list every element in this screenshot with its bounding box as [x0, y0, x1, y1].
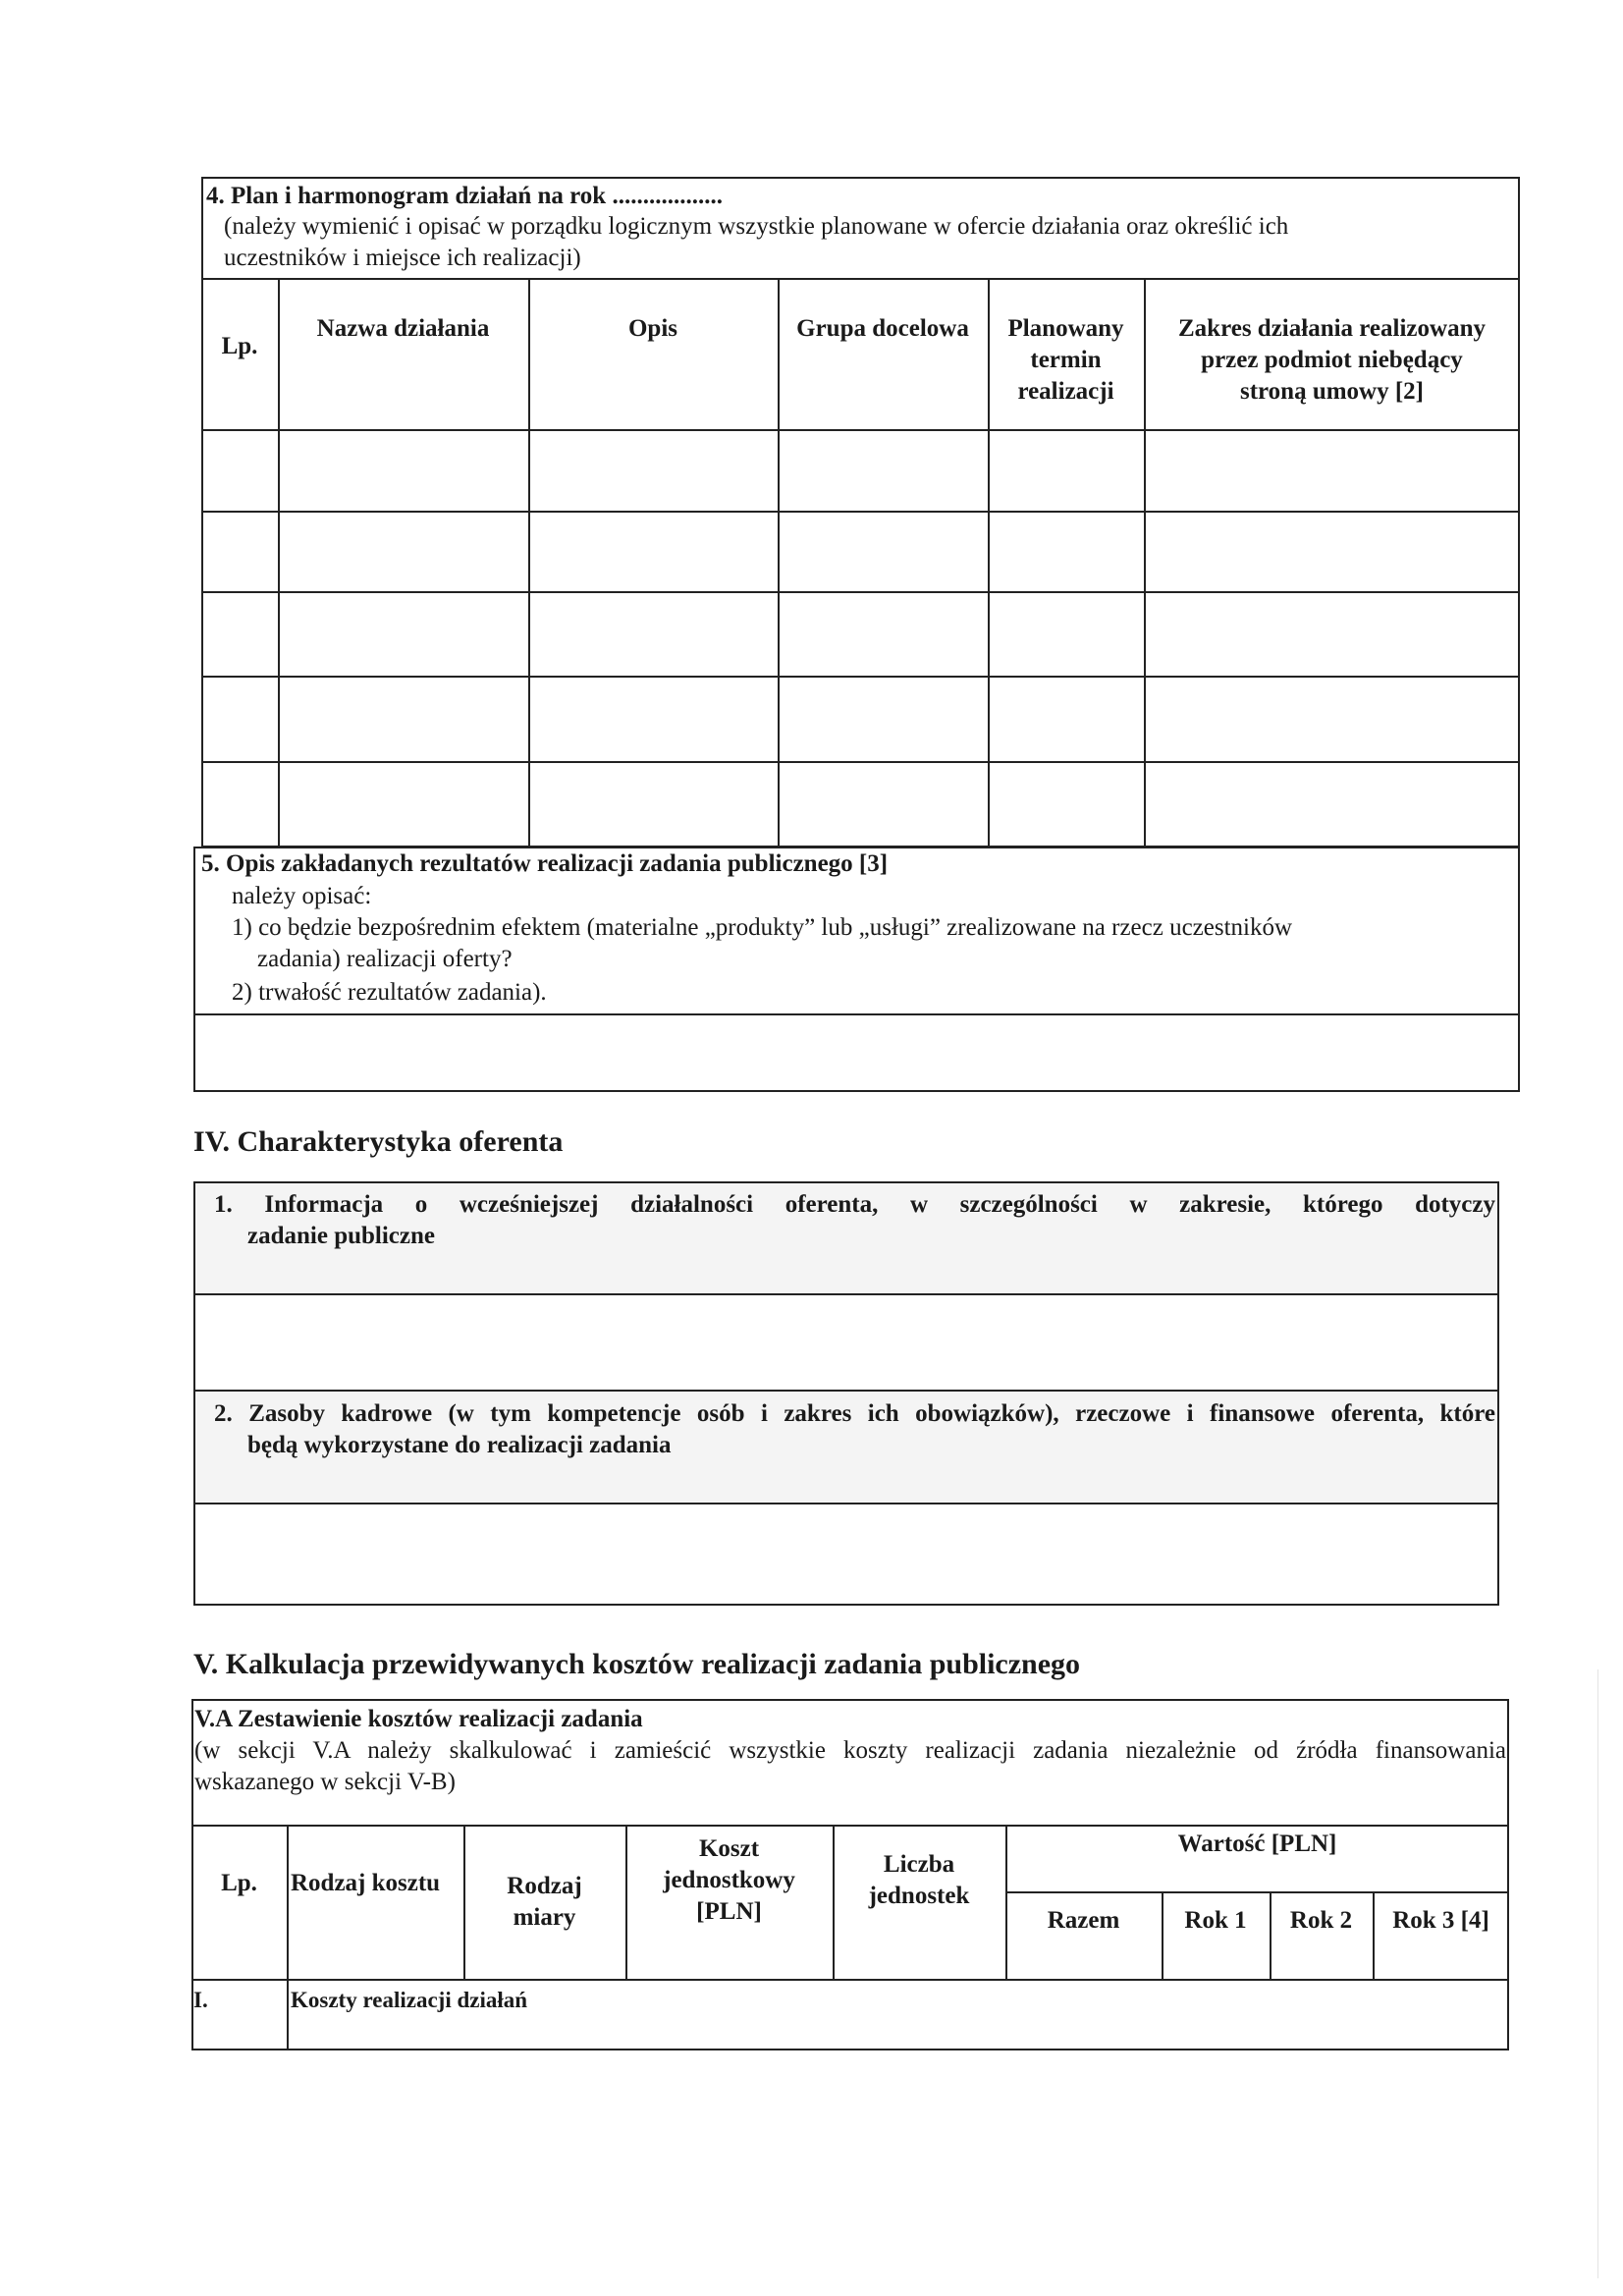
- section-4-title: 4. Plan i harmonogram działań na rok ..................: [206, 183, 723, 209]
- question-1: 1. Informacja o wcześniejszej działalności oferenta, w szczególności w zakresie, którego dotyczy: [214, 1191, 1495, 1218]
- cost-col-lp: Lp.: [221, 1870, 257, 1896]
- table-row[interactable]: [201, 678, 1520, 760]
- section-5-intro: należy opisać:: [232, 883, 372, 909]
- cost-col-rok-1: Rok 1: [1184, 1907, 1247, 1934]
- cost-col-razem: Razem: [1047, 1907, 1120, 1934]
- table-row[interactable]: [201, 763, 1520, 847]
- table-row[interactable]: [201, 513, 1520, 590]
- col-lp: Lp.: [221, 333, 258, 359]
- cost-col-liczba-jednostek: Liczba: [883, 1851, 955, 1878]
- col-planowany-termin: Planowany: [1007, 315, 1124, 342]
- table-row[interactable]: [201, 593, 1520, 675]
- cost-col-wartosc: Wartość [PLN]: [1177, 1831, 1337, 1857]
- cost-col-rok-3: Rok 3 [4]: [1392, 1907, 1489, 1934]
- va-description: (w sekcji V.A należy skalkulować i zamieścić wszystkie koszty realizacji zadania niezależnie od źródła finansowania: [194, 1737, 1506, 1764]
- question-2-answer[interactable]: [195, 1504, 1497, 1604]
- cost-row-input[interactable]: [289, 2013, 1507, 2049]
- va-title: V.A Zestawienie kosztów realizacji zadania: [194, 1706, 643, 1732]
- question-1-answer[interactable]: [195, 1295, 1497, 1389]
- section-v-heading: V. Kalkulacja przewidywanych kosztów realizacji zadania publicznego: [193, 1648, 1081, 1680]
- col-grupa-docelowa: Grupa docelowa: [796, 315, 969, 342]
- col-nazwa-dzialania: Nazwa działania: [316, 315, 490, 342]
- question-2: 2. Zasoby kadrowe (w tym kompetencje osób i zakres ich obowiązków), rzeczowe i finansowe oferenta, które: [214, 1400, 1495, 1427]
- section-iv-heading: IV. Charakterystyka oferenta: [193, 1125, 564, 1158]
- scan-edge: [1597, 1669, 1598, 2278]
- section-4-description: (należy wymienić i opisać w porządku logicznym wszystkie planowane w ofercie działania oraz określić ich: [224, 213, 1289, 240]
- section-4-description-cont: uczestników i miejsce ich realizacji): [224, 245, 581, 271]
- section-5-item-1: 1) co będzie bezpośrednim efektem (materialne „produkty” lub „usługi” zrealizowane na rzecz uczestników: [232, 914, 1293, 941]
- table-row[interactable]: [201, 431, 1520, 510]
- section-5-item-2: 2) trwałość rezultatów zadania).: [232, 979, 547, 1006]
- cost-row-lp: I.: [193, 1988, 208, 2012]
- cost-row-label: Koszty realizacji działań: [291, 1988, 528, 2012]
- cost-col-rodzaj-kosztu: Rodzaj kosztu: [291, 1870, 441, 1896]
- col-opis: Opis: [627, 315, 678, 342]
- cost-col-koszt-jednostkowy: Koszt: [698, 1835, 760, 1862]
- section-5-title: 5. Opis zakładanych rezultatów realizacji zadania publicznego [3]: [201, 850, 889, 877]
- cost-col-rok-2: Rok 2: [1289, 1907, 1353, 1934]
- col-zakres-dzialania: Zakres działania realizowany: [1178, 315, 1486, 342]
- cost-col-rodzaj-miary: Rodzaj: [507, 1873, 582, 1899]
- results-input-area[interactable]: [195, 1015, 1518, 1090]
